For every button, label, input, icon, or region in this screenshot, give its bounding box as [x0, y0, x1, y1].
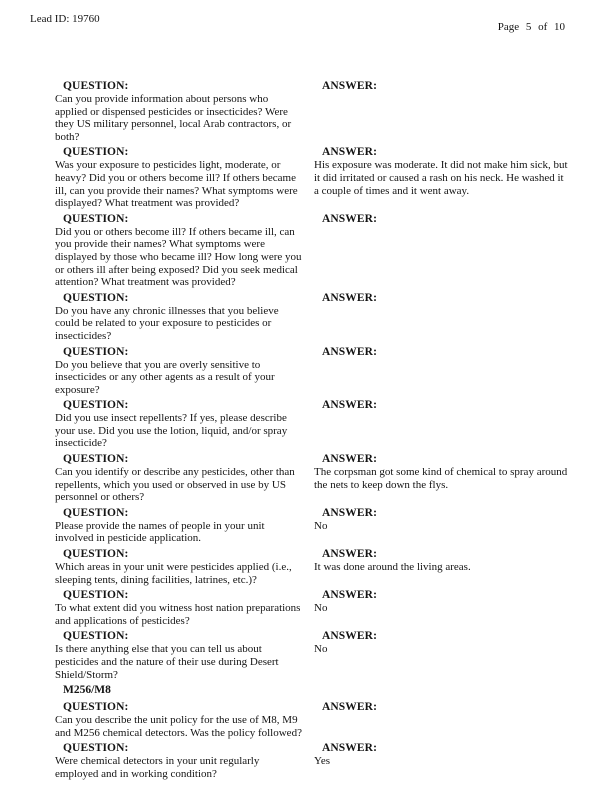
- question-label: QUESTION:: [63, 80, 129, 92]
- answer-column: [314, 630, 569, 681]
- answer-label: ANSWER:: [322, 701, 378, 714]
- question-column: [55, 589, 302, 627]
- question-label: QUESTION:: [63, 589, 129, 602]
- answer-text: No: [314, 643, 328, 656]
- question-column: [55, 80, 302, 143]
- answer-column: [314, 346, 569, 397]
- answer-column: [314, 292, 569, 343]
- answer-column: [314, 399, 569, 450]
- question-label: QUESTION:: [63, 291, 129, 304]
- answer-column: [314, 146, 569, 209]
- answer-label: ANSWER:: [322, 291, 378, 304]
- answer-column: [314, 213, 569, 289]
- qa-block: [55, 453, 569, 504]
- qa-block: [55, 742, 569, 780]
- question-label: QUESTION:: [63, 548, 129, 561]
- answer-label: ANSWER:: [322, 742, 378, 755]
- page-number: Page 5 of 10: [497, 21, 565, 33]
- qa-block: [55, 213, 569, 289]
- question-column: [55, 453, 302, 504]
- question-column: [55, 292, 302, 343]
- qa-block: [55, 507, 569, 545]
- qa-block: [55, 146, 569, 209]
- answer-text: No: [314, 602, 328, 615]
- question-text: Were chemical detectors in your unit regularly employed and in working condition?: [55, 755, 260, 780]
- qa-block: [55, 701, 569, 739]
- answer-column: [314, 548, 569, 586]
- lead-id: Lead ID: 19760: [30, 13, 100, 25]
- question-label: QUESTION:: [63, 399, 129, 412]
- answer-label: ANSWER:: [322, 506, 378, 519]
- question-label: QUESTION:: [63, 506, 129, 519]
- section-heading-m256-m8: M256/M8: [63, 684, 111, 697]
- answer-label: ANSWER:: [322, 80, 378, 92]
- question-column: [55, 399, 302, 450]
- qa-block: [55, 548, 569, 586]
- answer-column: [314, 742, 569, 780]
- qa-block: [55, 346, 569, 397]
- question-label: QUESTION:: [63, 630, 129, 643]
- question-text: Did you or others become ill? If others became ill, can you provide their names? What symptoms were displayed by those who became ill? How long were you or others ill after being exposed? Did you seek medical attention? What treatment was provided?: [55, 225, 302, 289]
- question-text: Can you provide information about persons who applied or dispensed pesticides or insecticides? Were they US military personnel, local Arab contractors, or both?: [55, 93, 292, 143]
- question-text: To what extent did you witness host nation preparations and applications of pesticides?: [55, 602, 301, 627]
- question-label: QUESTION:: [63, 345, 129, 358]
- answer-label: ANSWER:: [322, 212, 378, 225]
- answer-label: ANSWER:: [322, 589, 378, 602]
- qa-block: [55, 80, 569, 143]
- question-column: [55, 213, 302, 289]
- answer-text: The corpsman got some kind of chemical to spray around the nets to keep down the flys.: [314, 466, 568, 491]
- question-text: Is there anything else that you can tell us about pesticides and the nature of their use during Desert Shield/Storm?: [55, 643, 279, 681]
- question-text: Do you believe that you are overly sensitive to insecticides or any other agents as a result of your exposure?: [55, 358, 275, 396]
- qa-block: [55, 630, 569, 681]
- question-text: Please provide the names of people in your unit involved in pesticide application.: [55, 519, 265, 545]
- question-column: [55, 507, 302, 545]
- question-text: Can you identify or describe any pesticides, other than repellents, which you used or observed in use by US personnel or others?: [55, 466, 295, 504]
- question-label: QUESTION:: [63, 146, 129, 159]
- question-text: Did you use insect repellents? If yes, please describe your use. Did you use the lotion, liquid, and/or spray insecticide?: [55, 412, 288, 450]
- answer-text: His exposure was moderate. It did not make him sick, but it did irritated or caused a rash on his neck. He washed it a couple of times and it went away.: [314, 159, 568, 197]
- answer-column: [314, 589, 569, 627]
- question-label: QUESTION:: [63, 212, 129, 225]
- question-text: Can you describe the unit policy for the use of M8, M9 and M256 chemical detectors. Was the policy followed?: [55, 714, 302, 739]
- page-header: [0, 0, 611, 33]
- answer-column: [314, 80, 569, 143]
- answer-column: [314, 453, 569, 504]
- question-label: QUESTION:: [63, 453, 129, 466]
- question-column: [55, 346, 302, 397]
- answer-label: ANSWER:: [322, 453, 378, 466]
- answer-label: ANSWER:: [322, 548, 378, 561]
- question-column: [55, 146, 302, 209]
- answer-text: It was done around the living areas.: [314, 561, 471, 574]
- answer-column: [314, 701, 569, 739]
- question-label: QUESTION:: [63, 742, 129, 755]
- question-text: Was your exposure to pesticides light, moderate, or heavy? Did you or others become ill? If others became ill, can you provide their names? What symptoms were displayed? What treatment was provided?: [55, 159, 298, 210]
- question-column: [55, 630, 302, 681]
- question-text: Do you have any chronic illnesses that you believe could be related to your exposure to pesticides or insecticides?: [55, 304, 279, 342]
- qa-block: [55, 589, 569, 627]
- answer-label: ANSWER:: [322, 630, 378, 643]
- answer-label: ANSWER:: [322, 146, 378, 159]
- answer-column: [314, 507, 569, 545]
- answer-text: Yes: [314, 755, 331, 768]
- question-column: [55, 742, 302, 780]
- question-column: [55, 701, 302, 739]
- answer-text: No: [314, 519, 328, 532]
- answer-label: ANSWER:: [322, 345, 378, 358]
- question-label: QUESTION:: [63, 701, 129, 714]
- question-text: Which areas in your unit were pesticides applied (i.e., sleeping tents, dining facilities, latrines, etc.)?: [55, 561, 292, 586]
- question-column: [55, 548, 302, 586]
- answer-label: ANSWER:: [322, 399, 378, 412]
- qa-content: [0, 80, 611, 781]
- qa-block: [55, 292, 569, 343]
- qa-block: [55, 399, 569, 450]
